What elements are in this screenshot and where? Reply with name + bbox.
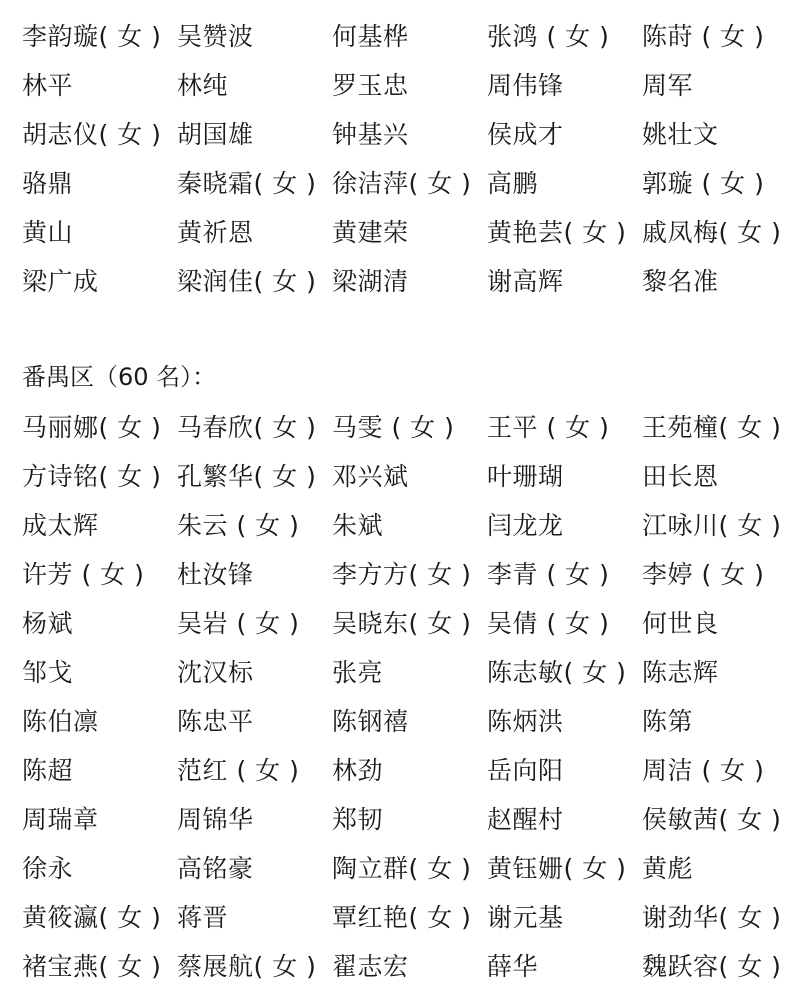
name-grid-top <box>22 12 792 306</box>
name-entry: 李婷 ( 女 ) <box>642 559 765 589</box>
name-entry: 许芳 ( 女 ) <box>22 559 145 589</box>
section-heading-panyu: 番禺区（60 名）： <box>22 363 217 391</box>
name-entry: 姚壮文 <box>642 119 719 149</box>
name-row <box>22 844 792 893</box>
name-entry: 高铭豪 <box>177 853 254 883</box>
name-entry: 江咏川( 女 ) <box>642 510 782 540</box>
name-row <box>22 208 792 257</box>
name-entry: 吴倩 ( 女 ) <box>487 608 610 638</box>
name-entry: 薛华 <box>487 951 539 981</box>
name-entry: 谢元基 <box>487 902 564 932</box>
name-entry: 方诗铭( 女 ) <box>22 461 162 491</box>
name-entry: 周洁 ( 女 ) <box>642 755 765 785</box>
name-entry: 蒋晋 <box>177 902 229 932</box>
name-entry: 胡国雄 <box>177 119 254 149</box>
name-entry: 秦晓霜( 女 ) <box>177 168 317 198</box>
name-entry: 魏跃容( 女 ) <box>642 951 782 981</box>
name-entry: 戚凤梅( 女 ) <box>642 217 782 247</box>
name-entry: 黄艳芸( 女 ) <box>487 217 627 247</box>
name-entry: 马雯 ( 女 ) <box>332 412 455 442</box>
name-entry: 陈伯凛 <box>22 706 99 736</box>
name-entry: 陶立群( 女 ) <box>332 853 472 883</box>
name-entry: 孔繁华( 女 ) <box>177 461 317 491</box>
name-entry: 侯敏茜( 女 ) <box>642 804 782 834</box>
name-entry: 黄建荣 <box>332 217 409 247</box>
name-entry: 钟基兴 <box>332 119 409 149</box>
name-entry: 罗玉忠 <box>332 70 409 100</box>
name-entry: 梁湖清 <box>332 266 409 296</box>
name-entry: 何基桦 <box>332 21 409 51</box>
name-entry: 陈钢禧 <box>332 706 409 736</box>
name-entry: 胡志仪( 女 ) <box>22 119 162 149</box>
name-row <box>22 257 792 306</box>
name-entry: 陈志敏( 女 ) <box>487 657 627 687</box>
name-row <box>22 648 792 697</box>
name-entry: 田长恩 <box>642 461 719 491</box>
name-entry: 朱斌 <box>332 510 384 540</box>
name-entry: 马春欣( 女 ) <box>177 412 317 442</box>
name-entry: 叶珊瑚 <box>487 461 564 491</box>
name-entry: 陈忠平 <box>177 706 254 736</box>
name-entry: 邓兴斌 <box>332 461 409 491</box>
name-entry: 谢高辉 <box>487 266 564 296</box>
name-entry: 赵醒村 <box>487 804 564 834</box>
name-entry: 周瑞章 <box>22 804 99 834</box>
name-entry: 邹戈 <box>22 657 74 687</box>
name-row <box>22 61 792 110</box>
name-entry: 李方方( 女 ) <box>332 559 472 589</box>
name-entry: 李青 ( 女 ) <box>487 559 610 589</box>
name-entry: 李韵璇( 女 ) <box>22 21 162 51</box>
name-entry: 谢劲华( 女 ) <box>642 902 782 932</box>
name-entry: 黄彪 <box>642 853 694 883</box>
name-entry: 黄山 <box>22 217 74 247</box>
name-grid-panyu <box>22 403 792 991</box>
name-entry: 闫龙龙 <box>487 510 564 540</box>
name-entry: 徐永 <box>22 853 74 883</box>
name-row <box>22 697 792 746</box>
name-entry: 王平 ( 女 ) <box>487 412 610 442</box>
name-entry: 何世良 <box>642 608 719 638</box>
name-row <box>22 746 792 795</box>
name-entry: 陈超 <box>22 755 74 785</box>
name-entry: 沈汉标 <box>177 657 254 687</box>
name-entry: 陈炳洪 <box>487 706 564 736</box>
name-entry: 马丽娜( 女 ) <box>22 412 162 442</box>
name-entry: 林劲 <box>332 755 384 785</box>
name-entry: 张鸿 ( 女 ) <box>487 21 610 51</box>
name-entry: 周伟锋 <box>487 70 564 100</box>
name-row <box>22 550 792 599</box>
name-entry: 陈志辉 <box>642 657 719 687</box>
name-entry: 陈第 <box>642 706 694 736</box>
name-entry: 黄钰姗( 女 ) <box>487 853 627 883</box>
name-entry: 范红 ( 女 ) <box>177 755 300 785</box>
name-entry: 徐洁萍( 女 ) <box>332 168 472 198</box>
name-row <box>22 942 792 991</box>
name-entry: 褚宝燕( 女 ) <box>22 951 162 981</box>
name-entry: 吴岩 ( 女 ) <box>177 608 300 638</box>
name-row <box>22 893 792 942</box>
name-row <box>22 501 792 550</box>
name-entry: 侯成才 <box>487 119 564 149</box>
name-row <box>22 12 792 61</box>
name-entry: 林平 <box>22 70 74 100</box>
name-entry: 成太辉 <box>22 510 99 540</box>
name-entry: 覃红艳( 女 ) <box>332 902 472 932</box>
name-entry: 王苑橦( 女 ) <box>642 412 782 442</box>
name-entry: 翟志宏 <box>332 951 409 981</box>
name-entry: 杨斌 <box>22 608 74 638</box>
name-row <box>22 452 792 501</box>
name-entry: 张亮 <box>332 657 384 687</box>
name-entry: 吴赞波 <box>177 21 254 51</box>
name-entry: 朱云 ( 女 ) <box>177 510 300 540</box>
name-entry: 岳向阳 <box>487 755 564 785</box>
name-row <box>22 159 792 208</box>
name-entry: 蔡展航( 女 ) <box>177 951 317 981</box>
name-entry: 高鹏 <box>487 168 539 198</box>
name-entry: 林纯 <box>177 70 229 100</box>
name-entry: 黄祈恩 <box>177 217 254 247</box>
name-entry: 陈莳 ( 女 ) <box>642 21 765 51</box>
name-entry: 吴晓东( 女 ) <box>332 608 472 638</box>
name-entry: 梁广成 <box>22 266 99 296</box>
name-entry: 黄筱瀛( 女 ) <box>22 902 162 932</box>
name-row <box>22 599 792 648</box>
name-entry: 郭璇 ( 女 ) <box>642 168 765 198</box>
name-row <box>22 795 792 844</box>
name-entry: 周锦华 <box>177 804 254 834</box>
name-entry: 郑韧 <box>332 804 384 834</box>
name-entry: 黎名准 <box>642 266 719 296</box>
name-row <box>22 403 792 452</box>
name-entry: 周军 <box>642 70 694 100</box>
name-entry: 骆鼎 <box>22 168 74 198</box>
name-entry: 杜汝锋 <box>177 559 254 589</box>
name-entry: 梁润佳( 女 ) <box>177 266 317 296</box>
name-row <box>22 110 792 159</box>
